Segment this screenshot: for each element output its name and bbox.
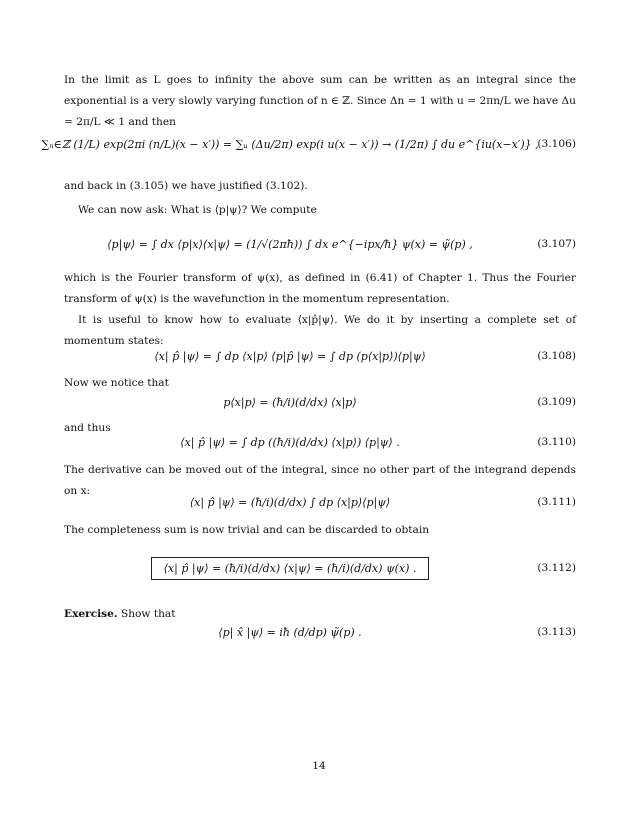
equation-number: (3.112) bbox=[537, 562, 576, 574]
equation-number: (3.113) bbox=[537, 626, 576, 638]
equation-3-111 bbox=[64, 480, 576, 524]
equation-body: ⟨x| p̂ |ψ⟩ = ∫ dp ⟨x|p⟩ ⟨p|p̂ |ψ⟩ = ∫ dp (p⟨x|p⟩)⟨p|ψ⟩ bbox=[154, 349, 426, 363]
equation-body: p⟨x|p⟩ = (ħ/i)(d/dx) ⟨x|p⟩ bbox=[223, 395, 357, 409]
exercise-label: Exercise. bbox=[64, 608, 118, 620]
paragraph-justified: and back in (3.105) we have justified (3.102). bbox=[64, 180, 308, 192]
paragraph-derivative: The derivative can be moved out of the integral, since no other part of the integrand depends on x: bbox=[64, 464, 576, 497]
page-number: 14 bbox=[312, 760, 326, 772]
equation-number: (3.106) bbox=[537, 138, 576, 150]
exercise-text: Show that bbox=[117, 608, 176, 620]
paragraph-notice: Now we notice that bbox=[64, 377, 169, 389]
paragraph-limit-sum: In the limit as L goes to infinity the above sum can be written as an integral since the exponential is a very slowly varying function of n ∈ ℤ. Since Δn = 1 with u = 2πn/L we have Δu = 2π/L ≪ 1 and then bbox=[64, 74, 576, 128]
equation-body: ⟨p| x̂ |ψ⟩ = iħ (d/dp) ψ̃(p) . bbox=[218, 625, 362, 639]
equation-3-112 bbox=[64, 546, 576, 590]
paragraph-evaluate: It is useful to know how to evaluate ⟨x|p̂|ψ⟩. We do it by inserting a complete set of momentum states: bbox=[64, 314, 576, 347]
equation-body: ⟨x| p̂ |ψ⟩ = ∫ dp ((ħ/i)(d/dx) ⟨x|p⟩) ⟨p|ψ⟩ . bbox=[180, 435, 400, 449]
equation-3-107 bbox=[64, 222, 576, 266]
equation-number: (3.108) bbox=[537, 350, 576, 362]
paragraph-completeness: The completeness sum is now trivial and can be discarded to obtain bbox=[64, 524, 430, 536]
equation-number: (3.110) bbox=[537, 436, 576, 448]
equation-3-110 bbox=[64, 420, 576, 464]
paragraph-fourier: which is the Fourier transform of ψ(x), as defined in (6.41) of Chapter 1. Thus the Fourier transform of ψ(x) is the wavefunction in the momentum representation. bbox=[64, 272, 576, 305]
paragraph-ask: We can now ask: What is ⟨p|ψ⟩? We compute bbox=[78, 204, 317, 216]
equation-3-108 bbox=[64, 334, 576, 378]
equation-box-wrapper bbox=[64, 546, 516, 590]
equation-3-113 bbox=[64, 610, 576, 654]
paragraph-and-thus: and thus bbox=[64, 422, 111, 434]
equation-body: ∑ₙ∈ℤ (1/L) exp(2πi (n/L)(x − x′)) = ∑ᵤ (Δu/2π) exp(i u(x − x′)) → (1/2π) ∫ du e^{iu(x−x′)} , bbox=[41, 137, 539, 151]
equation-number: (3.109) bbox=[537, 396, 576, 408]
equation-body: ⟨p|ψ⟩ = ∫ dx ⟨p|x⟩⟨x|ψ⟩ = (1/√(2πħ)) ∫ dx e^{−ipx/ħ} ψ(x) = ψ̃(p) , bbox=[107, 237, 473, 251]
equation-3-106 bbox=[41, 122, 576, 166]
boxed-equation: ⟨x| p̂ |ψ⟩ = (ħ/i)(d/dx) ⟨x|ψ⟩ = (ħ/i)(d/dx) ψ(x) . bbox=[151, 557, 430, 580]
equation-number: (3.107) bbox=[537, 238, 576, 250]
equation-number: (3.111) bbox=[537, 496, 576, 508]
equation-body: ⟨x| p̂ |ψ⟩ = (ħ/i)(d/dx) ∫ dp ⟨x|p⟩⟨p|ψ⟩ bbox=[189, 495, 391, 509]
